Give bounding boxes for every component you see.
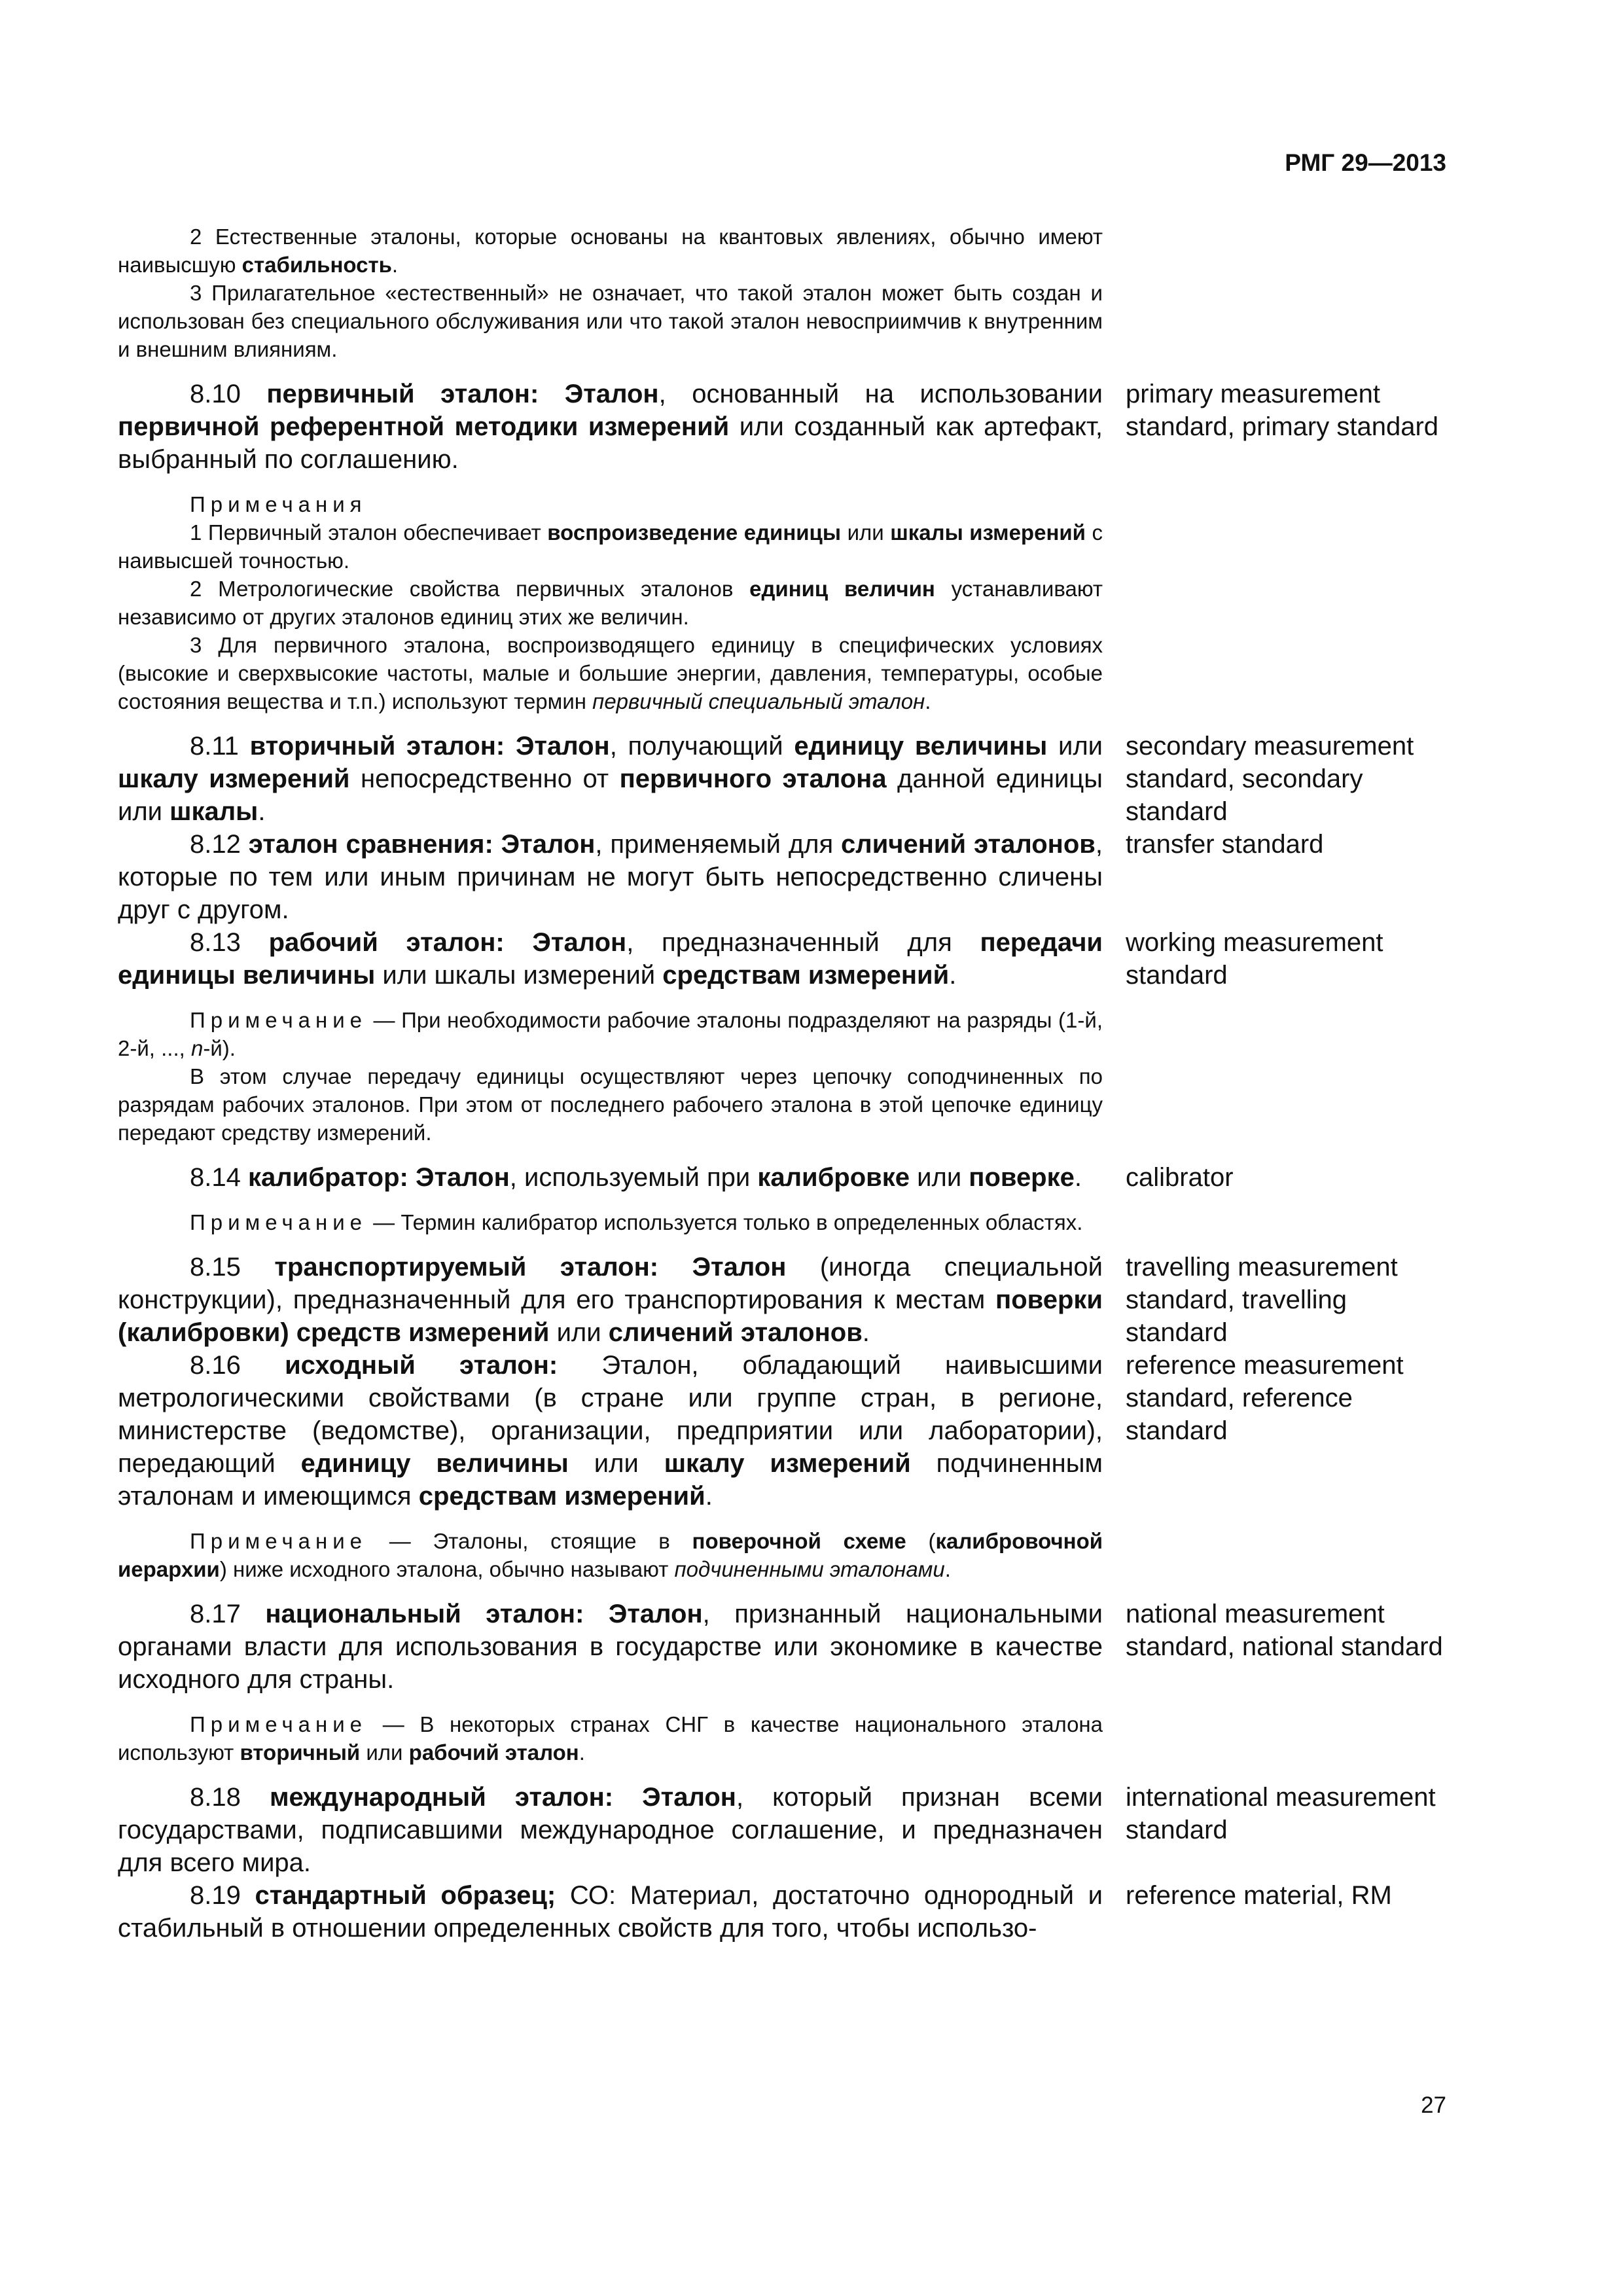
note-3: 3 Прилагательное «естественный» не означает, что такой эталон может быть создан и использован без специального обслуживания или что такой эталон невосприимчив к внутренним и внешним влияниям. [118,281,1103,361]
term-8-16-note [118,1527,1453,1583]
term-8-12 [118,828,1453,926]
term-8-16 [118,1349,1453,1513]
term-8-14 [118,1161,1453,1194]
term-8-17-note [118,1710,1453,1767]
term-definition: 8.19 стандартный образец; СО: Материал, достаточно однородный и стабильный в отношении определенных свойств для того, чтобы использо- [118,1881,1103,1943]
term-definition: 8.14 калибратор: Эталон, используемый при калибровке или поверке. [190,1163,1082,1192]
term-8-15 [118,1251,1453,1349]
notes-heading: Примечания [190,492,367,516]
english-equivalent: calibrator [1126,1163,1234,1192]
note-2: 2 Естественные эталоны, которые основаны на квантовых явлениях, обычно имеют наивысшую стабильность. [118,224,1103,277]
page-number: 27 [1421,2092,1446,2118]
english-equivalent: national measurement standard, national standard [1126,1600,1443,1661]
term-8-11 [118,730,1453,828]
term-8-14-note [118,1208,1453,1236]
note: Примечание — Эталоны, стоящие в поверочной схеме (калибровочной иерархии) ниже исходного эталона, обычно называют подчиненными эталонами. [118,1529,1103,1581]
term-definition: 8.16 исходный эталон: Эталон, обладающий наивысшими метрологическими свойствами (в стране или группе стран, в регионе, министерстве (ведомстве), организации, предприятии или лаборатории), передающий единицу величины или шкалу измерений подчиненным эталонам и имеющимся средствам измерений. [118,1351,1103,1511]
term-definition: 8.15 транспортируемый эталон: Эталон (иногда специальной конструкции), предназначенный для его транспортирования к местам поверки (калибровки) средств измерений или сличений эталонов. [118,1253,1103,1347]
term-definition: 8.11 вторичный эталон: Эталон, получающий единицу величины или шкалу измерений непосредственно от первичного эталона данной единицы или шкалы. [118,732,1103,826]
english-equivalent: secondary measurement standard, secondary standard [1126,732,1414,826]
english-equivalent: reference measurement standard, reference standard [1126,1351,1404,1445]
term-definition: 8.13 рабочий эталон: Эталон, предназначенный для передачи единицы величины или шкалы измерений средствам измерений. [118,928,1103,990]
note: Примечание — При необходимости рабочие эталоны подразделяют на разряды (1-й, 2-й, ..., n-й). [118,1008,1103,1060]
term-8-17 [118,1598,1453,1696]
english-equivalent: transfer standard [1126,830,1324,859]
term-definition: 8.17 национальный эталон: Эталон, признанный национальными органами власти для использования в государстве или экономике в качестве исходного для страны. [118,1600,1103,1694]
document-code-header: РМГ 29—2013 [1285,149,1446,176]
term-8-13 [118,926,1453,992]
note: Примечание — Термин калибратор используется только в определенных областях. [190,1210,1083,1234]
term-definition: 8.12 эталон сравнения: Эталон, применяемый для сличений эталонов, которые по тем или иным причинам не могут быть непосредственно сличены друг с другом. [118,830,1103,924]
note-2: 2 Метрологические свойства первичных эталонов единиц величин устанавливают независимо от других эталонов единиц этих же величин. [118,577,1103,629]
english-equivalent: working measurement standard [1126,928,1383,990]
term-8-18 [118,1781,1453,1879]
page-content [118,223,1453,1945]
term-8-19 [118,1879,1453,1945]
term-8-10-notes [118,490,1453,715]
term-definition: 8.18 международный эталон: Эталон, который признан всеми государствами, подписавшими международное соглашение, и предназначен для всего мира. [118,1783,1103,1877]
note-continued: В этом случае передачу единицы осуществляют через цепочку соподчиненных по разрядам рабочих эталонов. При этом от последнего рабочего эталона в этой цепочке единицу передают средству измерений. [118,1064,1103,1145]
english-equivalent: travelling measurement standard, travelling standard [1126,1253,1398,1347]
english-equivalent: international measurement standard [1126,1783,1436,1844]
term-8-13-note [118,1006,1453,1147]
intro-notes [118,223,1453,363]
note-1: 1 Первичный эталон обеспечивает воспроизведение единицы или шкалы измерений с наивысшей точностью. [118,520,1103,573]
english-equivalent: reference material, RM [1126,1881,1392,1910]
term-definition: 8.10 первичный эталон: Эталон, основанный на использовании первичной референтной методики измерений или созданный как артефакт, выбранный по соглашению. [118,380,1103,474]
english-equivalent: primary measurement standard, primary standard [1126,380,1439,441]
note-3: 3 Для первичного эталона, воспроизводящего единицу в специфических условиях (высокие и сверхвысокие частоты, малые и большие энергии, давления, температуры, особые состояния вещества и т.п.) используют термин первичный специальный эталон. [118,633,1103,713]
term-8-10 [118,378,1453,476]
note: Примечание — В некоторых странах СНГ в качестве национального эталона используют вторичный или рабочий эталон. [118,1712,1103,1765]
